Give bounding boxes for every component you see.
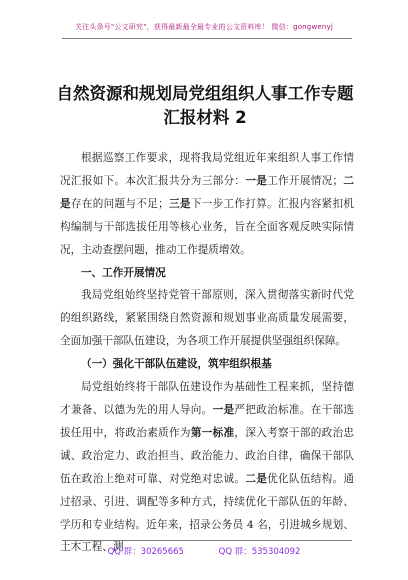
title-line-1: 自然资源和规划局党组组织人事工作专题 [56, 84, 354, 103]
section-1-paragraph: 我局党组始终坚持党管干部原则，深入贯彻落实新时代党的组织路线，紧紧围绕自然资源和规划事业高质量发展需要，全面加强干部队伍建设，为各项工作开展提供坚强组织保障。 [60, 289, 354, 348]
sub-text-e: 优化队伍结构。通过招录、引进、调配等多种方式，持续优化干部队伍的年龄、学历和专业结构。近年来，招录公务员 4 名，引进城乡规划、土木工程、测 [60, 472, 355, 554]
title-line-2: 汇报材料 2 [163, 108, 247, 127]
sub-text-d: ，深入考察干部的政治忠诚、政治定力、政治担当、政治能力、政治自律，确保干部队伍在政治上绝对可靠、对党绝对忠诚。 [60, 426, 355, 485]
footer-divider [62, 540, 352, 541]
sub-text-a: 局党组始终将干部队伍建设作为基础性工程来抓，坚持德才兼备、以德为先的用人导向。 [60, 381, 354, 416]
sub-text-c: 严把政治标准。在干部选拔任用中，将政治素质作为 [60, 403, 355, 439]
section-heading-1: 一、工作开展情况 [81, 266, 166, 279]
subsection-1-paragraph [60, 376, 354, 559]
subsection-heading-1: （一）强化干部队伍建设，筑牢组织根基 [81, 358, 272, 371]
intro-text-e: 下一步工作打算。汇报内容紧扣机构编制与干部选拔任用等核心业务，旨在全面客观反映实际情况，主动查摆问题，推动工作提质增效。 [60, 197, 355, 256]
footer-qq-1: QQ 群：30265665 [107, 547, 184, 557]
intro-bold-3: 三是 [168, 197, 191, 210]
sub-bold-2: 第一标准 [190, 426, 235, 439]
intro-bold-1: 一是 [245, 174, 268, 187]
header-note [0, 22, 408, 32]
intro-paragraph [60, 147, 354, 262]
footer [0, 545, 408, 557]
sub-bold-3: 二是 [245, 472, 268, 485]
intro-text-a: 根据巡察工作要求，现将我局党组近年来组织人事工作情况汇报如下。本次汇报共分为三部分： [60, 152, 354, 187]
intro-bold-2: 二是 [60, 174, 355, 210]
intro-text-c: 工作开展情况； [267, 174, 344, 187]
document-body [60, 147, 354, 559]
header-note-text: 关注头条号"公文研究"，获得最新最全最专业的公文资料库！ 微信：gongwenyj [74, 23, 334, 31]
intro-text-d: 存在的问题与不足； [70, 197, 169, 210]
header-divider [62, 38, 352, 39]
sub-bold-1: 一是 [212, 403, 235, 416]
document-title [40, 82, 370, 130]
footer-qq-2: QQ 群：535304092 [218, 547, 301, 557]
